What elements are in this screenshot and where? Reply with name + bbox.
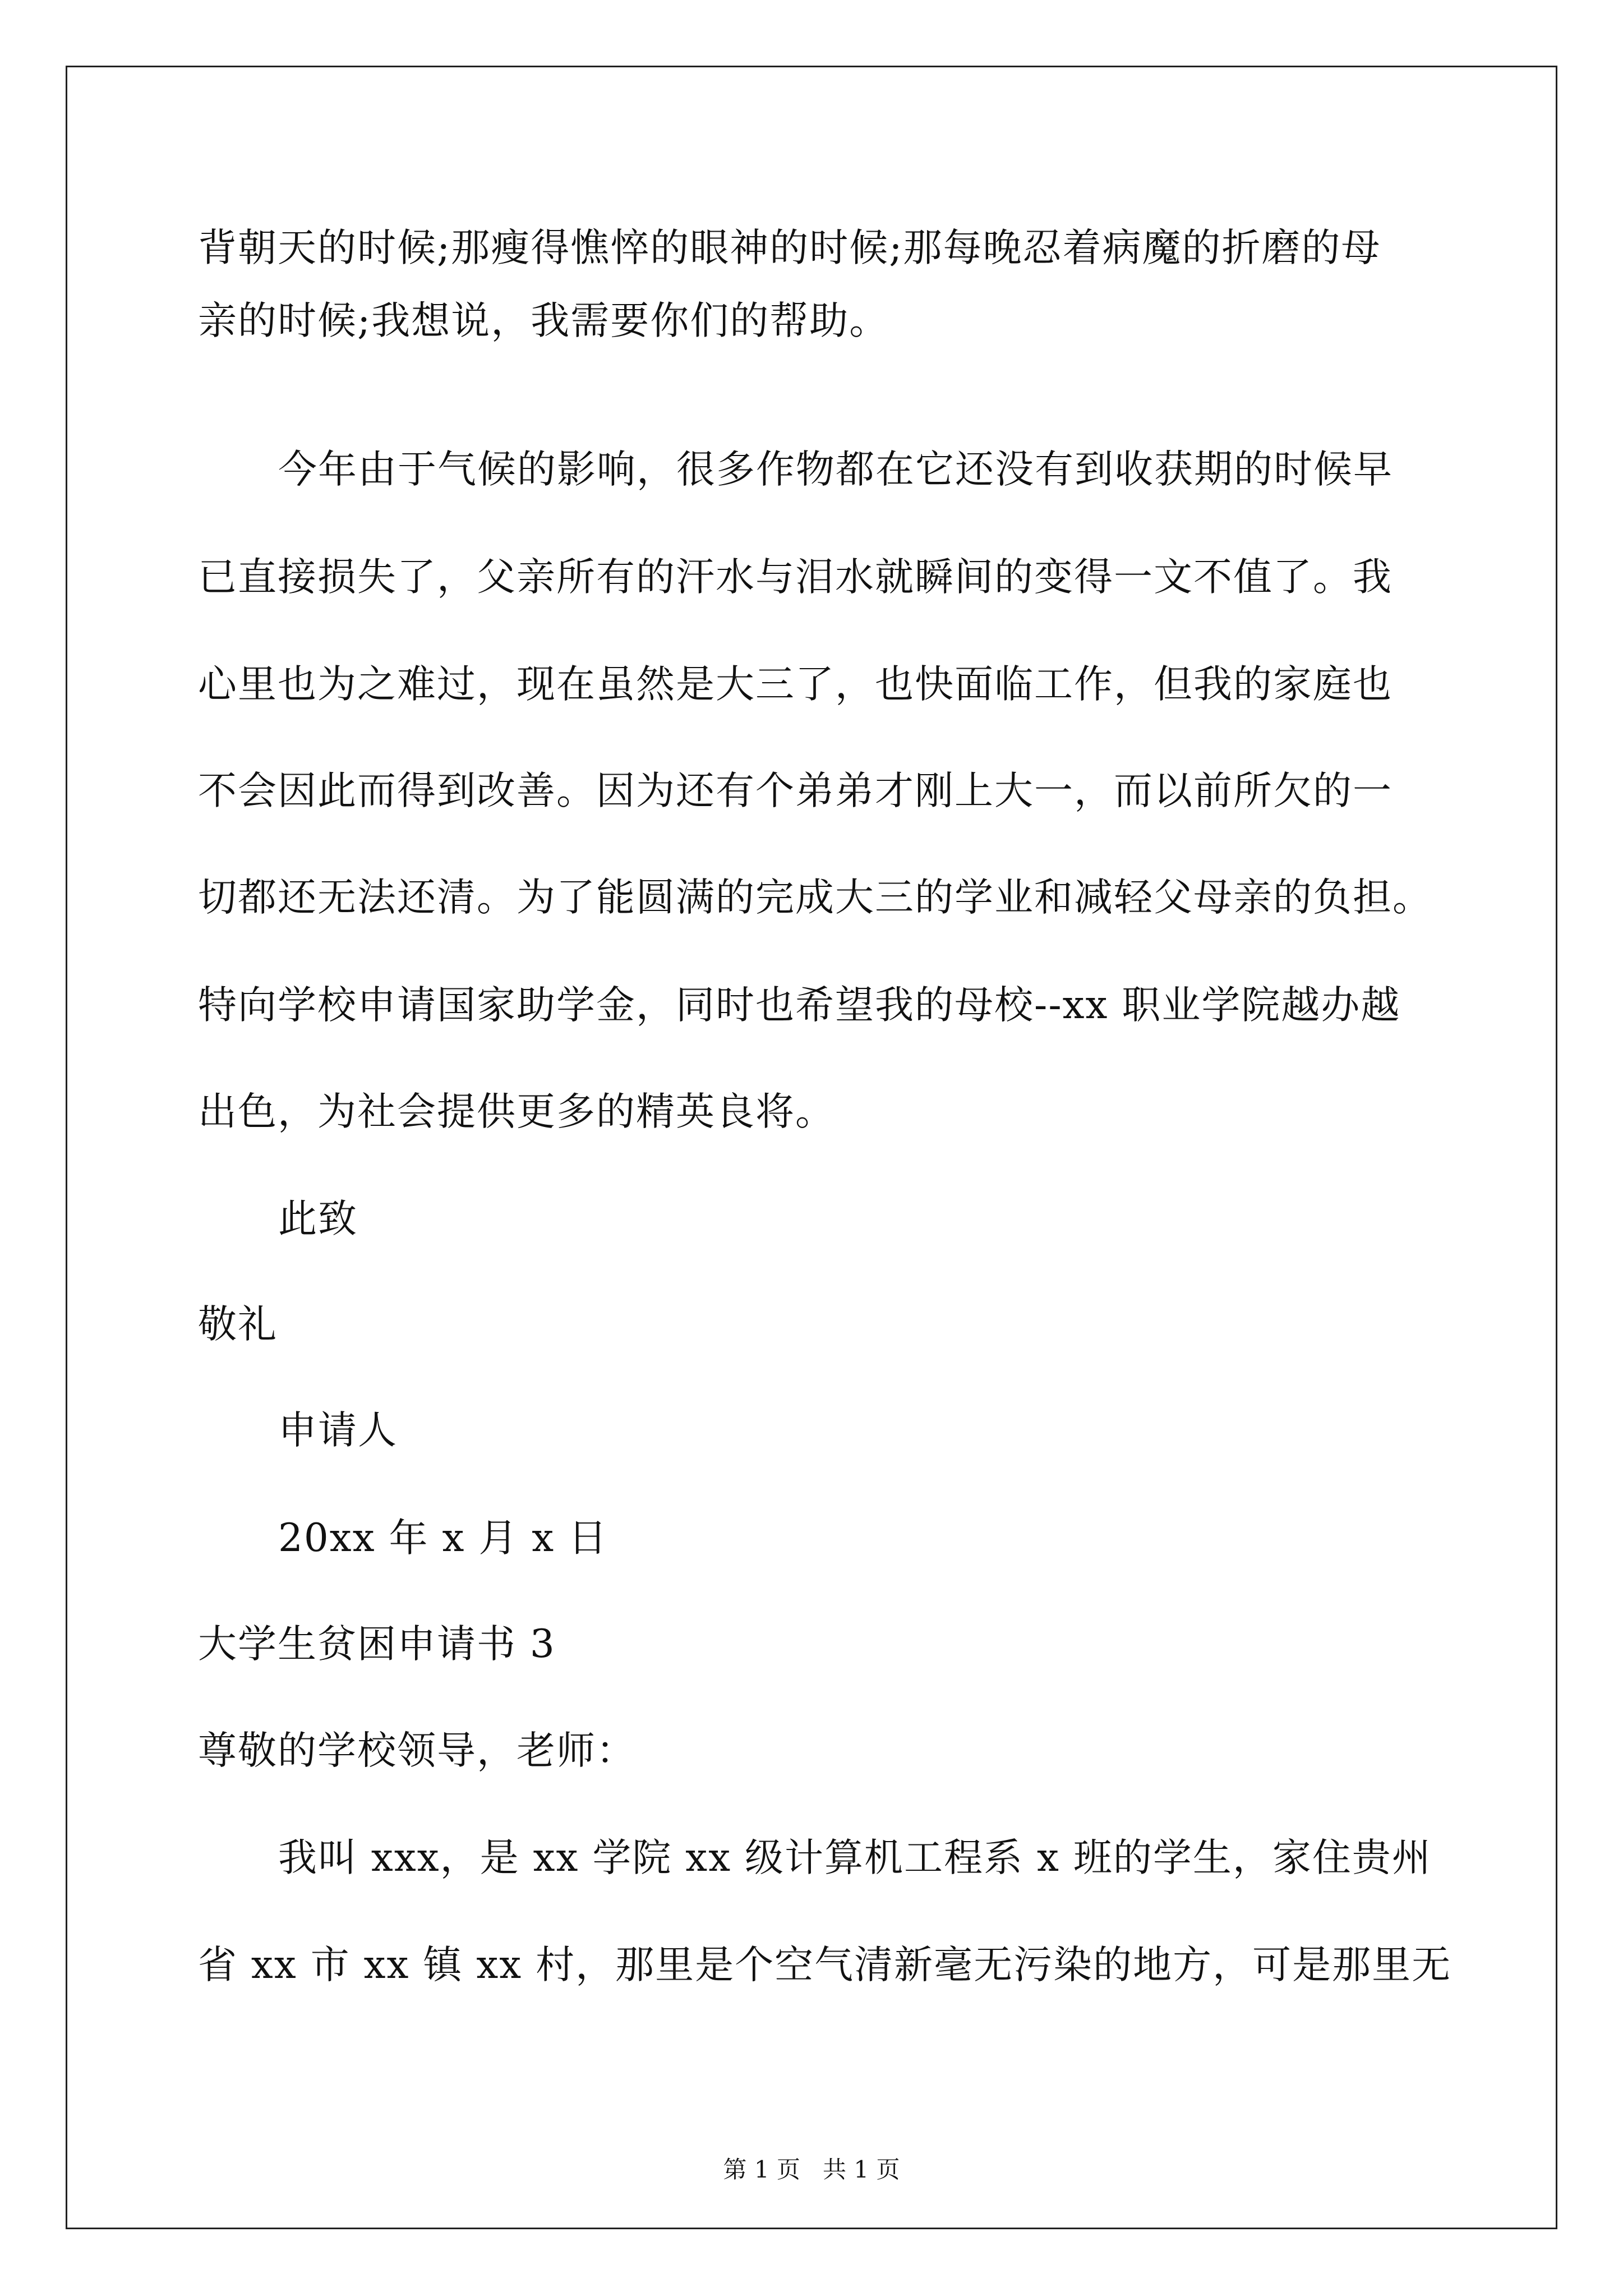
greeting-line: 尊敬的学校领导，老师： xyxy=(198,1728,636,1773)
body-line: 已直接损失了，父亲所有的汗水与泪水就瞬间的变得一文不值了。我 xyxy=(198,555,1393,600)
paragraph-start-line: 我叫 xxx，是 xx 学院 xx 级计算机工程系 x 班的学生，家住贵州 xyxy=(278,1835,1432,1880)
body-line: 出色，为社会提供更多的精英良将。 xyxy=(198,1089,835,1134)
page-number-footer: 第 1 页 共 1 页 xyxy=(723,2156,900,2183)
date-line: 20xx 年 x 月 x 日 xyxy=(278,1516,608,1561)
body-line: 不会因此而得到改善。因为还有个弟弟才刚上大一，而以前所欠的一 xyxy=(198,769,1393,813)
section-title: 大学生贫困申请书 3 xyxy=(198,1622,556,1667)
salutation-closing: 敬礼 xyxy=(198,1302,278,1347)
page-border xyxy=(66,66,1557,2229)
body-line: 切都还无法还清。为了能圆满的完成大三的学业和减轻父母亲的负担。 xyxy=(198,875,1432,920)
body-line: 心里也为之难过，现在虽然是大三了，也快面临工作，但我的家庭也 xyxy=(198,662,1393,707)
body-line: 省 xx 市 xx 镇 xx 村，那里是个空气清新毫无污染的地方，可是那里无 xyxy=(198,1943,1452,1987)
closing-phrase: 此致 xyxy=(278,1197,358,1241)
applicant-label: 申请人 xyxy=(278,1408,398,1453)
body-line: 背朝天的时候;那瘦得憔悴的眼神的时候;那每晚忍着病魔的折磨的母 xyxy=(198,226,1381,270)
paragraph-start-line: 今年由于气候的影响，很多作物都在它还没有到收获期的时候早 xyxy=(278,447,1393,492)
body-line: 亲的时候;我想说，我需要你们的帮助。 xyxy=(198,298,889,343)
body-line: 特向学校申请国家助学金，同时也希望我的母校--xx 职业学院越办越 xyxy=(198,983,1401,1028)
